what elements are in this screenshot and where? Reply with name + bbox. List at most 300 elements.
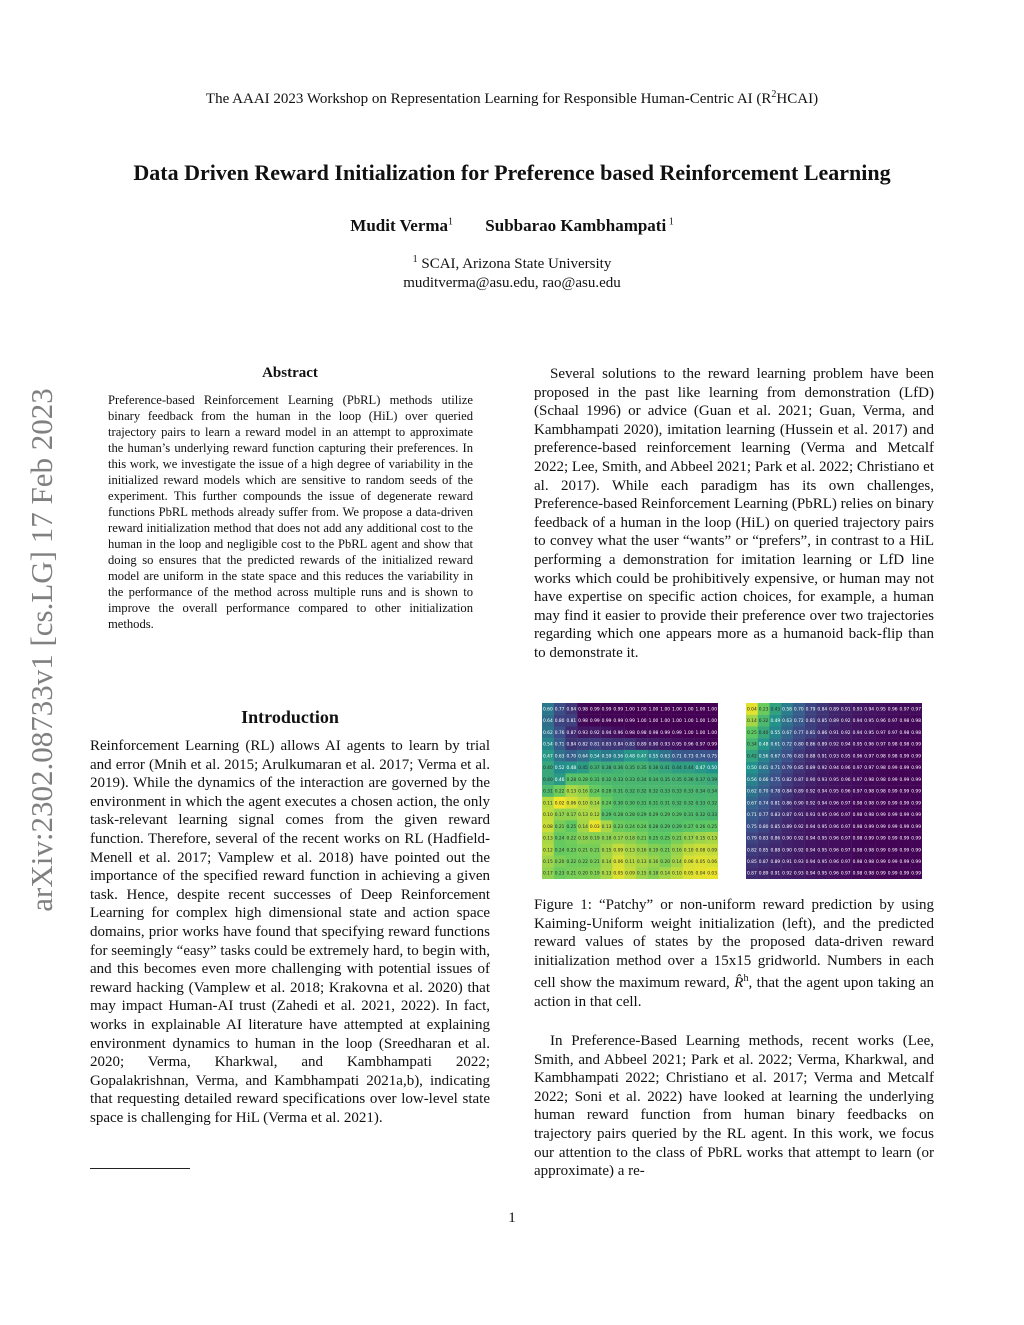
heat-left-cell-label: 0.19 [648, 848, 659, 854]
heat-left-cell-label: 0.32 [625, 789, 635, 795]
heat-left-cell-label: 0.33 [660, 789, 671, 795]
heat-left-cell-label: 0.84 [566, 742, 577, 748]
heat-left-cell-label: 1.00 [695, 730, 706, 736]
heat-left-cell-label: 0.28 [648, 824, 659, 830]
heat-left-cell-label: 1.00 [695, 707, 706, 713]
heat-left-cell-label: 0.29 [660, 813, 671, 819]
heat-right-cell-label: 0.95 [817, 871, 828, 877]
author-list [0, 216, 1024, 236]
heat-left-cell-label: 0.33 [707, 813, 718, 819]
heat-right-cell-label: 0.85 [793, 766, 804, 772]
heat-right-cell-label: 0.98 [876, 766, 886, 772]
heat-left-cell-label: 0.89 [636, 742, 647, 748]
heat-left-cell-label: 0.17 [613, 836, 624, 842]
heat-right-cell-label: 0.99 [887, 860, 898, 865]
heat-right-cell-label: 0.97 [840, 836, 851, 842]
heat-right-cell-label: 0.82 [782, 777, 792, 783]
heat-right-cell-label: 0.98 [864, 789, 875, 795]
heat-right-cell-label: 0.92 [805, 801, 816, 807]
heat-left-cell-label: 0.99 [613, 707, 624, 713]
heat-left-cell-label: 0.35 [625, 766, 635, 772]
heat-left-cell-label: 0.06 [613, 860, 624, 865]
heat-left-cell-label: 0.81 [566, 719, 577, 725]
heat-right-cell-label: 0.98 [852, 813, 863, 819]
heat-left-cell-label: 0.33 [683, 789, 694, 795]
heat-right-cell-label: 0.97 [852, 789, 863, 795]
heat-left-cell-label: 0.31 [613, 789, 624, 795]
heat-left-cell-label: 1.00 [660, 707, 671, 713]
heat-left-cell-label: 0.16 [578, 789, 588, 795]
heat-right-cell-label: 0.93 [852, 707, 863, 713]
heat-right-cell-label: 0.98 [852, 848, 863, 854]
heat-left-cell-label: 0.31 [683, 813, 694, 819]
heat-right-cell-label: 0.95 [817, 848, 828, 854]
heat-right-cell-label: 0.85 [770, 824, 781, 830]
heat-left-cell-label: 0.15 [542, 860, 553, 865]
heat-left-cell-label: 0.98 [648, 730, 659, 736]
heat-right-cell-label: 0.98 [852, 836, 863, 842]
heatmap-data-driven [746, 703, 922, 879]
heat-left-cell-label: 0.23 [554, 871, 565, 877]
abstract-heading: Abstract [262, 365, 318, 381]
heat-right-cell-label: 0.89 [770, 860, 781, 865]
heat-left-cell-label: 0.21 [672, 836, 682, 842]
heat-right-cell-label: 0.99 [887, 789, 898, 795]
heat-left-cell-label: 0.12 [542, 848, 553, 854]
heat-right-cell-label: 0.96 [887, 707, 898, 713]
heat-left-cell-label: 0.75 [707, 754, 718, 760]
heat-right-cell-label: 0.92 [829, 742, 839, 748]
heat-right-cell-label: 0.98 [911, 730, 922, 736]
heat-right-cell-label: 0.93 [805, 813, 816, 819]
heat-left-cell-label: 1.00 [707, 707, 718, 713]
heat-left-cell-label: 0.08 [695, 848, 706, 854]
heat-right-cell-label: 0.83 [793, 754, 804, 760]
heat-left-cell-label: 0.03 [707, 871, 718, 877]
heat-left-cell-label: 0.44 [672, 766, 682, 772]
heat-right-cell-label: 0.95 [829, 789, 839, 795]
heat-right-cell-label: 0.79 [746, 836, 757, 842]
heat-left-cell-label: 0.29 [660, 824, 671, 830]
heat-left-cell-label: 0.99 [660, 730, 671, 736]
heat-left-cell-label: 0.32 [695, 813, 706, 819]
heat-right-cell-label: 0.94 [805, 860, 816, 865]
heat-left-cell-label: 0.99 [625, 719, 635, 725]
heat-right-cell-label: 0.98 [852, 860, 863, 865]
heat-left-cell-label: 0.05 [695, 860, 706, 865]
heat-left-cell-label: 0.06 [683, 860, 694, 865]
heat-right-cell-label: 0.98 [852, 824, 863, 830]
heat-left-cell-label: 0.23 [566, 848, 577, 854]
heat-left-cell-label: 1.00 [683, 730, 694, 736]
heat-right-cell-label: 0.96 [829, 860, 839, 865]
heat-left-cell-label: 0.21 [589, 860, 600, 865]
heat-right-cell-label: 0.14 [746, 719, 757, 725]
heat-right-cell-label: 0.98 [864, 848, 875, 854]
heat-left-cell-label: 1.00 [636, 707, 647, 713]
heat-right-cell-label: 0.96 [852, 754, 863, 760]
heat-right-cell-label: 0.99 [911, 813, 922, 819]
arxiv-stamp: arXiv:2302.08733v1 [cs.LG] 17 Feb 2023 [24, 388, 59, 912]
heat-left-cell-label: 1.00 [672, 719, 682, 725]
heat-left-cell-label: 0.47 [542, 754, 553, 760]
author-2 [485, 216, 673, 235]
heat-left-cell-label: 0.60 [542, 707, 553, 713]
heat-right-cell-label: 0.89 [817, 742, 828, 748]
heat-right-cell-label: 0.96 [829, 801, 839, 807]
heat-right-cell-label: 0.98 [899, 719, 910, 725]
heat-right-cell-label: 0.94 [852, 719, 863, 725]
heat-right-cell-label: 0.99 [911, 836, 922, 842]
heat-left-cell-label: 0.29 [672, 813, 682, 819]
heat-right-cell-label: 0.96 [840, 766, 851, 772]
heat-right-cell-label: 0.87 [793, 777, 804, 783]
heat-left-cell-label: 0.25 [660, 836, 671, 842]
heat-left-cell-label: 1.00 [660, 719, 671, 725]
heat-right-cell-label: 0.99 [887, 801, 898, 807]
heat-right-cell-label: 0.78 [770, 789, 781, 795]
heat-right-cell-label: 0.97 [876, 730, 886, 736]
heat-left-cell-label: 0.28 [601, 789, 612, 795]
author-1-sup: 1 [448, 216, 454, 228]
heat-right-cell-label: 0.42 [746, 754, 757, 760]
heat-left-cell-label: 0.84 [613, 742, 624, 748]
heat-left-cell-label: 1.00 [707, 719, 718, 725]
heat-right-cell-label: 0.92 [840, 719, 851, 725]
heat-left-cell-label: 0.80 [554, 719, 565, 725]
heat-right-cell-label: 0.99 [876, 836, 886, 842]
heat-left-cell-label: 0.99 [601, 719, 612, 725]
heat-left-cell-label: 0.14 [660, 871, 671, 877]
heat-left-cell-label: 0.10 [578, 801, 588, 807]
heat-left-cell-label: 0.18 [578, 836, 588, 842]
heat-left-cell-label: 0.73 [683, 754, 694, 760]
heat-left-cell-label: 1.00 [648, 719, 659, 725]
heat-left-cell-label: 0.09 [613, 848, 624, 854]
heat-right-cell-label: 0.98 [852, 871, 863, 877]
heat-right-cell-label: 0.97 [864, 766, 875, 772]
heat-right-cell-label: 0.94 [864, 707, 875, 713]
figure-1 [542, 703, 930, 879]
heat-right-cell-label: 0.72 [782, 742, 792, 748]
heat-right-cell-label: 0.95 [876, 707, 886, 713]
heat-right-cell-label: 0.89 [782, 824, 792, 830]
heat-left-cell-label: 0.37 [589, 766, 600, 772]
heat-left-cell-label: 0.70 [566, 754, 577, 760]
heat-right-cell-label: 0.99 [911, 777, 922, 783]
heat-left-cell-label: 0.11 [625, 860, 635, 865]
heat-right-cell-label: 0.92 [817, 766, 828, 772]
heat-right-cell-label: 0.97 [876, 742, 886, 748]
heat-left-cell-label: 0.17 [542, 871, 553, 877]
heat-right-cell-label: 0.85 [746, 860, 757, 865]
heat-left-cell-label: 0.45 [578, 766, 588, 772]
heat-left-cell-label: 0.14 [672, 860, 682, 865]
heat-right-cell-label: 0.98 [864, 801, 875, 807]
heat-right-cell-label: 0.97 [840, 848, 851, 854]
author-1 [350, 216, 453, 235]
heat-right-cell-label: 0.49 [770, 719, 781, 725]
heat-right-cell-label: 0.90 [782, 836, 792, 842]
venue-suffix: HCAI) [776, 91, 819, 107]
heat-right-cell-label: 0.98 [876, 777, 886, 783]
heat-right-cell-label: 0.87 [782, 813, 792, 819]
heat-right-cell-label: 0.93 [793, 871, 804, 877]
heat-left-cell-label: 0.34 [648, 777, 659, 783]
heat-left-cell-label: 0.25 [648, 836, 659, 842]
heat-left-cell-label: 0.22 [566, 860, 577, 865]
heat-left-cell-label: 0.48 [625, 754, 635, 760]
caption-symbol: R̂ [734, 975, 744, 992]
heat-right-cell-label: 0.70 [793, 707, 804, 713]
heat-left-cell-label: 0.32 [636, 789, 647, 795]
heat-left-cell-label: 0.47 [695, 766, 706, 772]
heat-right-cell-label: 0.96 [864, 742, 875, 748]
heat-left-cell-label: 0.15 [695, 836, 706, 842]
heat-left-cell-label: 0.93 [660, 742, 671, 748]
heat-right-cell-label: 0.99 [864, 824, 875, 830]
heat-left-cell-label: 1.00 [625, 707, 635, 713]
heat-right-cell-label: 0.48 [758, 742, 769, 748]
heat-right-cell-label: 0.70 [758, 789, 769, 795]
heat-right-cell-label: 0.91 [793, 813, 804, 819]
heat-left-cell-label: 0.90 [648, 742, 659, 748]
heat-right-cell-label: 0.88 [770, 848, 781, 854]
heat-left-cell-label: 0.35 [660, 777, 671, 783]
heat-left-cell-label: 0.22 [566, 836, 577, 842]
heat-left-cell-label: 0.14 [589, 801, 600, 807]
heat-right-cell-label: 0.95 [817, 860, 828, 865]
heat-right-cell-label: 0.92 [793, 836, 804, 842]
heat-left-cell-label: 0.31 [542, 789, 553, 795]
heat-right-cell-label: 0.85 [817, 719, 828, 725]
heat-right-cell-label: 0.63 [782, 719, 792, 725]
heat-left-cell-label: 0.30 [613, 801, 624, 807]
heat-left-cell-label: 0.87 [566, 730, 577, 736]
heat-right-cell-label: 0.67 [746, 801, 757, 807]
heat-right-cell-label: 0.96 [829, 871, 839, 877]
author-1-name: Mudit Verma [350, 216, 449, 235]
heat-left-cell-label: 0.98 [578, 707, 588, 713]
introduction-text: Reinforcement Learning (RL) allows AI agents to learn by trial and error (Mnih et al. 2015; Arulkumaran et al. 2017; Verma et al. 2019). While the dynamics of the interaction are governed by the environment in which the agent executes a chosen action, the only task-relevant learning signal comes from the given reward function. Therefore, several of the recent works on RL (Hadfield-Menell et al. 2017; Vamplew et al. 2018) have pointed out the importance of the specified reward function in achieving a given task. Hence, despite recent successes of Deep Reinforcement Learning for complex high dimensional state and action space domains, prior works have found that specifying reward functions for seemingly “easy” tasks could be extremely hard, to begin with, and this becomes even more challenging with potential issues of reward hacking (Vamplew et al. 2018; Krakovna et al. 2020) that may impact Human-AI trust (Zahedi et al. 2021, 2022). In fact, works in explainable AI literature have attempted at explaining environment dynamics to human in the loop (Sreedharan et al. 2020; Verma, Kharkwal, and Kambhampati 2022; Gopalakrishnan, Verma, and Kambhampati 2021a,b), indicating that requesting detailed reward specifications over low-level state space is challenging for HiL (Verma et al. 2021). [90, 738, 490, 1126]
heat-right-cell-label: 0.74 [758, 801, 769, 807]
author-2-sup: 1 [666, 216, 674, 228]
heat-right-cell-label: 0.98 [864, 813, 875, 819]
heat-right-cell-label: 0.97 [852, 766, 863, 772]
heat-right-cell-label: 0.71 [746, 813, 757, 819]
heat-left-cell-label: 0.31 [636, 801, 647, 807]
heat-right-cell-label: 0.98 [899, 730, 910, 736]
abstract-text: Preference-based Reinforcement Learning (PbRL) methods utilize binary feedback from the human in the loop (HiL) over queried trajectory pairs to learn a reward model in an attempt to approximate the human’s underlying reward function capturing their preferences. In this work, we investigate the issue of a high degree of variability in the initialized reward models which are sensitive to random seeds of the experiment. This further compounds the issue of degenerate reward functions PbRL methods already suffer from. We propose a data-driven reward initialization method that does not add any additional cost to the human in the loop and negligible cost to the PbRL agent and show that doing so ensures that the predicted rewards of the initialized reward model are uniform in the state space and this reduces the variability in the performance of the method across multiple runs and is shown to improve the overall performance compared to other initialization methods. [108, 393, 473, 631]
heat-left-cell-label: 0.56 [613, 754, 624, 760]
heat-right-cell-label: 0.77 [758, 813, 769, 819]
footnote-rule [90, 1168, 190, 1169]
heat-left-cell-label: 0.24 [625, 824, 635, 830]
heat-right-cell-label: 0.80 [758, 824, 769, 830]
heat-right-cell-label: 0.89 [758, 871, 769, 877]
heat-right-cell-label: 0.99 [887, 824, 898, 830]
heat-right-cell-label: 0.96 [840, 789, 851, 795]
author-2-name: Subbarao Kambhampati [485, 216, 667, 235]
heat-left-cell-label: 0.81 [589, 742, 600, 748]
heat-left-cell-label: 0.23 [613, 824, 624, 830]
heat-left-cell-label: 0.12 [589, 813, 600, 819]
right-paragraph-1: Several solutions to the reward learning problem have been proposed in the past like learning from demonstration (LfD) (Schaal 1996) or advice (Guan et al. 2021; Guan, Verma, and Kambhampati 2020), imitation learning (Hussein et al. 2017) and preference-based reinforcement learning (Verma and Metcalf 2022; Lee, Smith, and Abbeel 2021; Park et al. 2022; Christiano et al. 2017). While each paradigm has its own challenges, Preference-based Reinforcement Learning (PbRL) relies on binary feedback of a human in the loop (HiL) on queried trajectory pairs to convey what the user “wants” or “prefers”, in contrast to a HiL performing a demonstration for imitation learning or LfD line works which could be prohibitively expensive, or human may not have expertise on specific action choices, for example, a human may find it easier to provide their preference over two trajectories regarding which one appears more as a humanoid back-flip than to demonstrate it. [534, 366, 934, 661]
heat-right-cell-label: 0.99 [899, 777, 910, 783]
heat-left-cell-label: 0.50 [707, 766, 718, 772]
caption-main: Figure 1: “Patchy” or non-uniform reward prediction by using Kaiming-Uniform weight initialization (left), and the predicted reward values of states by the proposed data-driven reward initialization method over a 15x15 gridworld. Numbers in each cell show the maximum reward, [534, 897, 934, 992]
heat-left-cell-label: 0.33 [695, 801, 706, 807]
heatmap-kaiming-uniform [542, 703, 718, 879]
heat-left-cell-label: 0.64 [542, 719, 553, 725]
heat-right-cell-label: 0.86 [770, 836, 781, 842]
heat-right-cell-label: 0.25 [746, 730, 757, 736]
heat-left-cell-label: 0.36 [613, 766, 624, 772]
heat-left-cell-label: 0.94 [601, 730, 612, 736]
heat-right-cell-label: 0.61 [758, 766, 769, 772]
heat-right-cell-label: 0.97 [864, 754, 875, 760]
heat-left-cell-label: 0.99 [672, 730, 682, 736]
heat-left-cell-label: 0.33 [613, 777, 624, 783]
heat-left-cell-label: 0.96 [683, 742, 694, 748]
heat-left-cell-label: 0.83 [625, 742, 635, 748]
heat-left-cell-label: 0.44 [683, 766, 694, 772]
heat-left-cell-label: 0.99 [601, 707, 612, 713]
heat-right-cell-label: 0.94 [840, 742, 851, 748]
introduction-heading: Introduction [241, 707, 339, 727]
heat-right-cell-label: 0.99 [864, 836, 875, 842]
heat-left-cell-label: 0.40 [542, 766, 553, 772]
heat-left-cell-label: 0.38 [648, 766, 659, 772]
heat-left-cell-label: 0.16 [672, 848, 682, 854]
heat-right-cell-label: 0.76 [782, 754, 792, 760]
heat-right-cell-label: 0.88 [805, 754, 816, 760]
heat-right-cell-label: 0.94 [817, 801, 828, 807]
heat-right-cell-label: 0.97 [899, 707, 910, 713]
heat-right-cell-label: 0.50 [746, 766, 757, 772]
heat-right-cell-label: 0.98 [864, 777, 875, 783]
heat-right-cell-label: 0.90 [793, 801, 804, 807]
heat-left-cell-label: 0.27 [683, 824, 694, 830]
heat-left-cell-label: 0.99 [707, 742, 718, 748]
heat-right-cell-label: 0.99 [899, 813, 910, 819]
heat-right-cell-label: 0.67 [770, 754, 781, 760]
heat-left-cell-label: 0.33 [672, 789, 682, 795]
heat-left-cell-label: 0.82 [578, 742, 588, 748]
heat-right-cell-label: 0.98 [864, 871, 875, 877]
heat-right-cell-label: 0.96 [829, 824, 839, 830]
heat-left-cell-label: 0.32 [707, 801, 718, 807]
heat-left-cell-label: 0.97 [695, 742, 706, 748]
heat-left-cell-label: 0.28 [578, 777, 588, 783]
heat-left-cell-label: 0.21 [589, 848, 600, 854]
heat-left-cell-label: 0.62 [542, 730, 553, 736]
heat-left-cell-label: 0.98 [578, 719, 588, 725]
heat-left-cell-label: 0.21 [578, 848, 588, 854]
heat-right-cell-label: 0.97 [840, 801, 851, 807]
heat-left-cell-label: 1.00 [683, 707, 694, 713]
heat-right-cell-label: 0.94 [817, 789, 828, 795]
heat-left-cell-label: 0.29 [601, 813, 612, 819]
heat-left-cell-label: 1.00 [707, 730, 718, 736]
heat-right-cell-label: 0.82 [746, 848, 757, 854]
heat-right-cell-label: 0.93 [817, 777, 828, 783]
heat-left-cell-label: 0.13 [636, 860, 647, 865]
heat-left-cell-label: 0.31 [648, 801, 659, 807]
heat-left-cell-label: 0.39 [707, 777, 718, 783]
heat-right-cell-label: 0.99 [887, 766, 898, 772]
heat-left-cell-label: 0.55 [648, 754, 659, 760]
heat-left-cell-label: 0.25 [566, 824, 577, 830]
heat-right-cell-label: 0.95 [829, 777, 839, 783]
heat-right-cell-label: 0.94 [805, 836, 816, 842]
heat-right-cell-label: 0.40 [758, 730, 769, 736]
heat-left-cell-label: 0.04 [695, 871, 706, 877]
heat-right-cell-label: 0.95 [817, 836, 828, 842]
heat-left-cell-label: 0.08 [542, 824, 553, 830]
heat-right-cell-label: 0.98 [887, 742, 898, 748]
heat-right-cell-label: 0.87 [758, 860, 769, 865]
heat-left-cell-label: 0.11 [542, 801, 553, 807]
heat-left-cell-label: 0.31 [660, 801, 671, 807]
heat-left-cell-label: 0.13 [601, 871, 612, 877]
heat-left-cell-label: 0.03 [589, 824, 600, 830]
heat-left-cell-label: 1.00 [672, 707, 682, 713]
heat-left-cell-label: 0.06 [707, 860, 718, 865]
heat-right-cell-label: 0.86 [805, 742, 816, 748]
heat-left-cell-label: 0.20 [660, 860, 671, 865]
heat-left-cell-label: 0.29 [672, 824, 682, 830]
affiliation [0, 250, 1024, 293]
heat-left-cell-label: 0.71 [672, 754, 682, 760]
heat-right-cell-label: 0.92 [793, 848, 804, 854]
heat-right-cell-label: 0.99 [911, 848, 922, 854]
heat-left-cell-label: 0.38 [601, 766, 612, 772]
heat-left-cell-label: 0.32 [648, 789, 659, 795]
heat-right-cell-label: 0.98 [864, 860, 875, 865]
heat-right-cell-label: 0.91 [829, 730, 839, 736]
heat-left-cell-label: 0.36 [683, 777, 694, 783]
heat-right-cell-label: 0.97 [887, 719, 898, 725]
heat-right-cell-label: 0.58 [782, 707, 792, 713]
heat-right-cell-label: 0.99 [899, 766, 910, 772]
heat-right-cell-label: 0.98 [876, 754, 886, 760]
heat-right-cell-label: 0.99 [887, 836, 898, 842]
heat-right-cell-label: 0.95 [852, 742, 863, 748]
heat-right-cell-label: 0.89 [793, 789, 804, 795]
heat-left-cell-label: 0.92 [589, 730, 600, 736]
heat-left-cell-label: 0.47 [636, 754, 647, 760]
heat-right-cell-label: 0.99 [911, 766, 922, 772]
heat-right-cell-label: 0.95 [840, 754, 851, 760]
heat-left-cell-label: 0.21 [554, 824, 565, 830]
heat-left-cell-label: 0.18 [625, 836, 635, 842]
heat-right-cell-label: 0.99 [899, 871, 910, 877]
heat-right-cell-label: 0.71 [770, 766, 781, 772]
heat-left-cell-label: 0.19 [589, 836, 600, 842]
heat-left-cell-label: 0.14 [578, 824, 588, 830]
heat-left-cell-label: 0.35 [672, 777, 682, 783]
heat-right-cell-label: 0.99 [887, 777, 898, 783]
heat-left-cell-label: 0.16 [648, 860, 659, 865]
heat-right-cell-label: 0.97 [887, 730, 898, 736]
heat-right-cell-label: 0.92 [805, 789, 816, 795]
heat-left-cell-label: 0.34 [707, 789, 718, 795]
institution: SCAI, Arizona State University [417, 256, 612, 272]
heat-right-cell-label: 0.99 [887, 871, 898, 877]
heat-left-cell-label: 0.99 [589, 707, 600, 713]
heat-right-cell-label: 0.56 [746, 777, 757, 783]
